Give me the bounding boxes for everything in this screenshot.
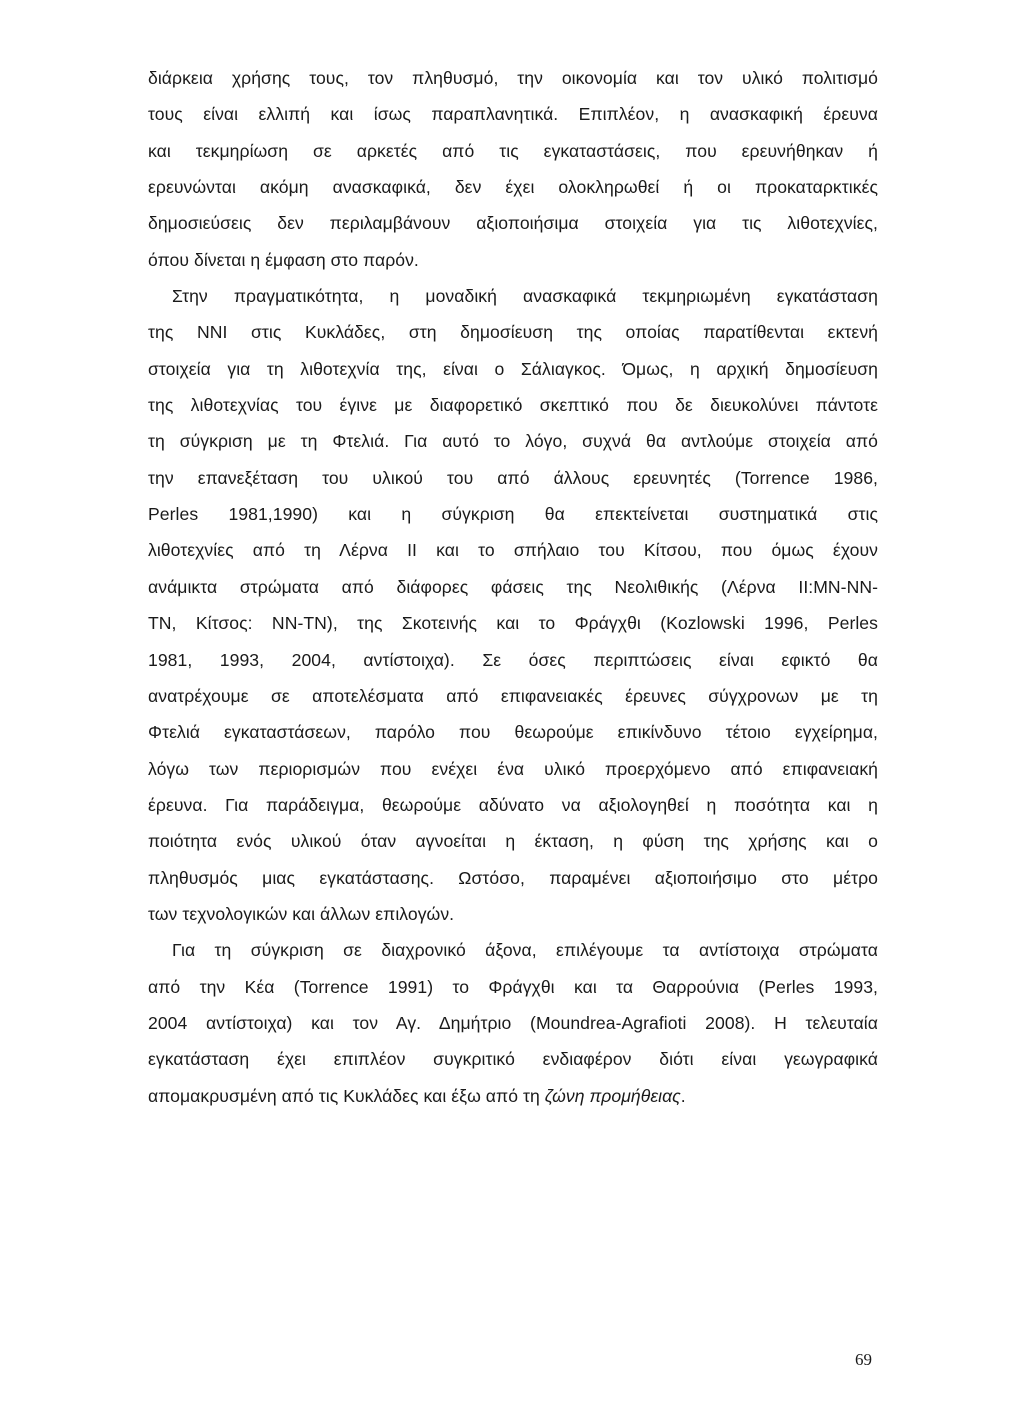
text-line: τη σύγκριση με τη Φτελιά. Για αυτό το λόγο, συχνά θα αντλούμε στοιχεία από bbox=[148, 431, 878, 452]
text-line: από την Κέα (Torrence 1991) το Φράγχθι και τα Θαρρούνια (Perles 1993, bbox=[148, 976, 878, 997]
text-line: όπου δίνεται η έμφαση στο παρόν. bbox=[148, 249, 419, 270]
paragraph-2 bbox=[148, 278, 878, 932]
text-line: στοιχεία για τη λιθοτεχνία της, είναι ο Σάλιαγκος. Όμως, η αρχική δημοσίευση bbox=[148, 358, 878, 379]
document-page bbox=[148, 60, 878, 1114]
text-span: απομακρυσμένη από τις Κυκλάδες και έξω από τη bbox=[148, 1085, 545, 1106]
text-line: διάρκεια χρήσης τους, τον πληθυσμό, την οικονομία και τον υλικό πολιτισμό bbox=[148, 68, 878, 88]
text-line: λιθοτεχνίες από τη Λέρνα ΙΙ και το σπήλαιο του Κίτσου, που όμως έχουν bbox=[148, 540, 878, 561]
text-line: 2004 αντίστοιχα) και τον Αγ. Δημήτριο (Moundrea-Agrafioti 2008). Η τελευταία bbox=[148, 1012, 878, 1033]
text-line: Φτελιά εγκαταστάσεων, παρόλο που θεωρούμε επικίνδυνο τέτοιο εγχείρημα, bbox=[148, 722, 878, 743]
text-span: . bbox=[680, 1085, 686, 1106]
text-line: ανάμικτα στρώματα από διάφορες φάσεις της Νεολιθικής (Λέρνα ΙΙ:ΜΝ-ΝΝ- bbox=[148, 576, 878, 597]
text-line: λόγω των περιορισμών που ενέχει ένα υλικό προερχόμενο από επιφανειακή bbox=[148, 758, 878, 779]
page-number: 69 bbox=[855, 1350, 872, 1369]
text-line: ερευνώνται ακόμη ανασκαφικά, δεν έχει ολοκληρωθεί ή οι προκαταρκτικές bbox=[148, 177, 878, 198]
emphasis-text: ζώνη προμήθειας bbox=[544, 1085, 681, 1106]
text-line: της λιθοτεχνίας του έγινε με διαφορετικό σκεπτικό που δε διευκολύνει πάντοτε bbox=[148, 395, 878, 416]
text-line: πληθυσμός μιας εγκατάστασης. Ωστόσο, παραμένει αξιοποιήσιμο στο μέτρο bbox=[148, 867, 878, 888]
text-line: ποιότητα ενός υλικού όταν αγνοείται η έκταση, η φύση της χρήσης και ο bbox=[148, 831, 878, 852]
text-line: έρευνα. Για παράδειγμα, θεωρούμε αδύνατο να αξιολογηθεί η ποσότητα και η bbox=[148, 794, 878, 815]
text-line: και τεκμηρίωση σε αρκετές από τις εγκαταστάσεις, που ερευνήθηκαν ή bbox=[148, 140, 878, 161]
text-line: 1981, 1993, 2004, αντίστοιχα). Σε όσες περιπτώσεις είναι εφικτό θα bbox=[148, 649, 878, 670]
text-line-final bbox=[148, 1078, 878, 1114]
text-line: ανατρέχουμε σε αποτελέσματα από επιφανειακές έρευνες σύγχρονων με τη bbox=[148, 685, 878, 706]
text-line: Για τη σύγκριση σε διαχρονικό άξονα, επιλέγουμε τα αντίστοιχα στρώματα bbox=[172, 940, 878, 961]
text-line: Perles 1981,1990) και η σύγκριση θα επεκτείνεται συστηματικά στις bbox=[148, 504, 878, 525]
paragraph-3 bbox=[148, 932, 878, 1114]
text-line: των τεχνολογικών και άλλων επιλογών. bbox=[148, 903, 455, 924]
text-line: ΤΝ, Κίτσος: ΝΝ-ΤΝ), της Σκοτεινής και το Φράγχθι (Kozlowski 1996, Perles bbox=[148, 613, 878, 634]
text-line: δημοσιεύσεις δεν περιλαμβάνουν αξιοποιήσιμα στοιχεία για τις λιθοτεχνίες, bbox=[148, 213, 878, 234]
paragraph-1 bbox=[148, 60, 878, 278]
text-line: την επανεξέταση του υλικού του από άλλους ερευνητές (Torrence 1986, bbox=[148, 467, 878, 488]
text-line: Στην πραγματικότητα, η μοναδική ανασκαφικά τεκμηριωμένη εγκατάσταση bbox=[172, 286, 878, 307]
text-line: της ΝΝΙ στις Κυκλάδες, στη δημοσίευση της οποίας παρατίθενται εκτενή bbox=[148, 322, 878, 343]
text-line: εγκατάσταση έχει επιπλέον συγκριτικό ενδιαφέρον διότι είναι γεωγραφικά bbox=[148, 1049, 878, 1070]
text-line: τους είναι ελλιπή και ίσως παραπλανητικά. Επιπλέον, η ανασκαφική έρευνα bbox=[148, 104, 878, 125]
